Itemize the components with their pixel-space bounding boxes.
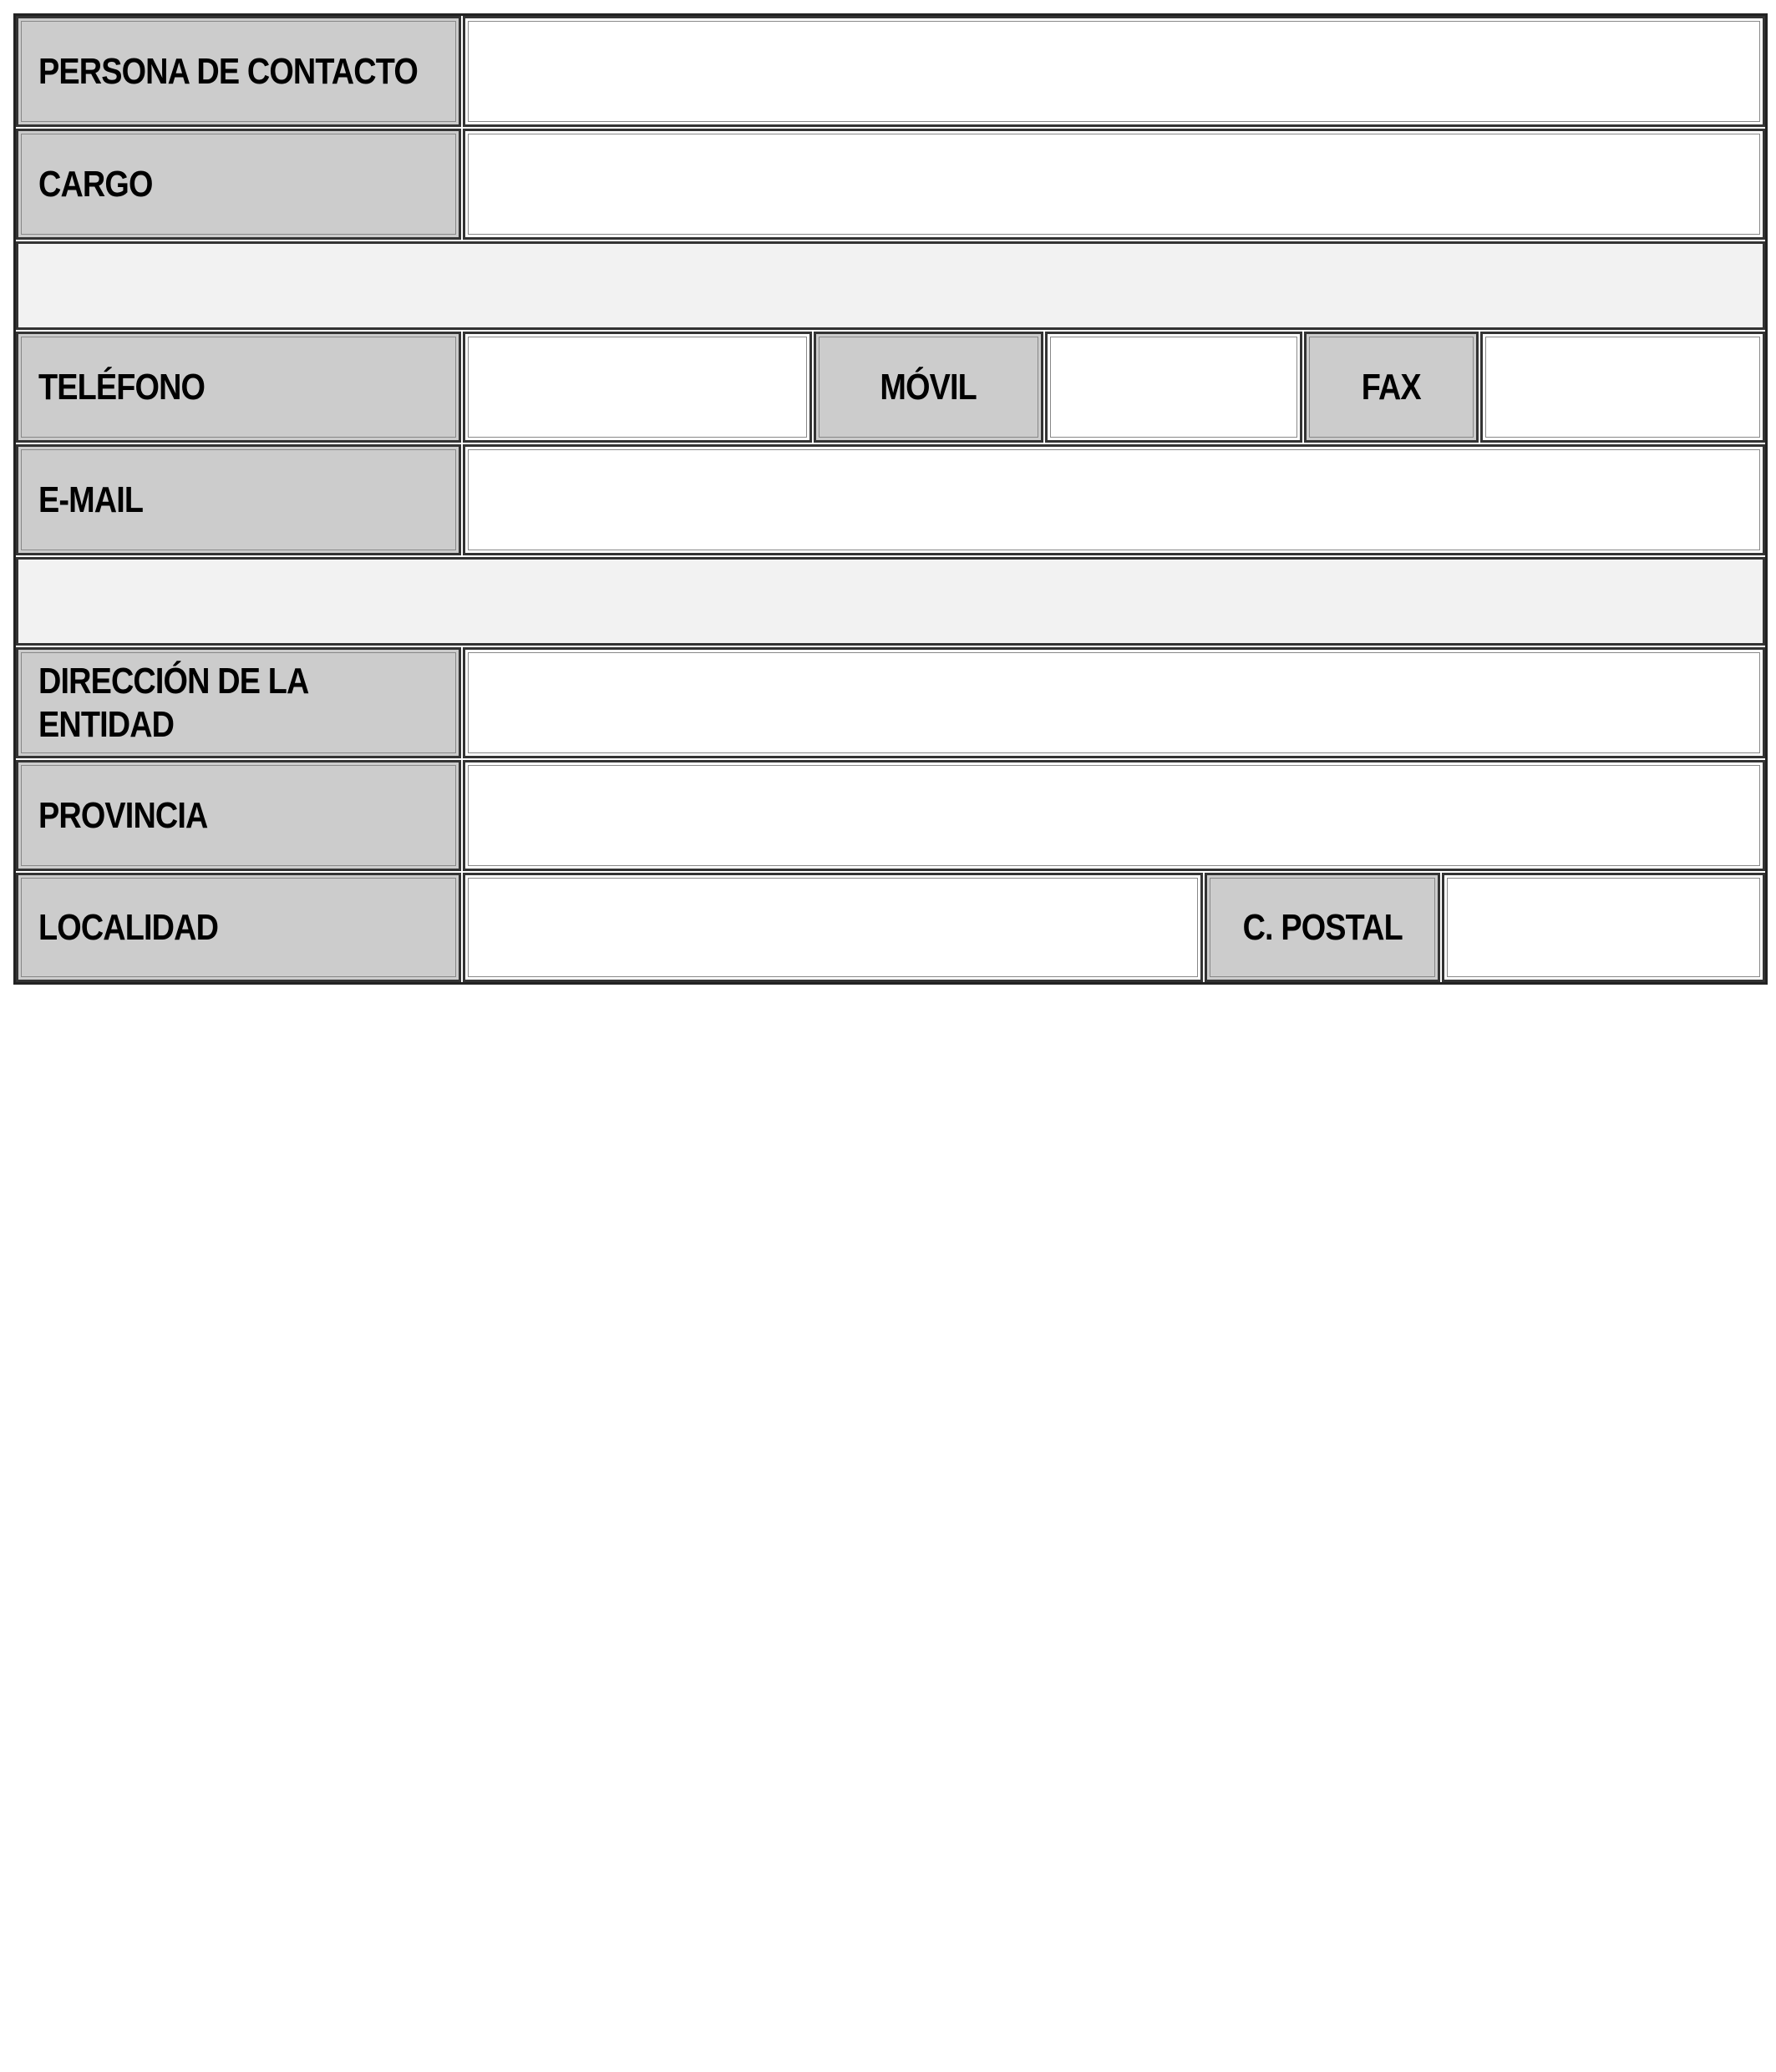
address-label-line1: DIRECCIÓN DE LA	[38, 660, 309, 702]
section-separator-2	[16, 557, 1765, 646]
email-label	[16, 444, 461, 555]
position-field[interactable]	[463, 129, 1765, 240]
province-field[interactable]	[463, 760, 1765, 871]
locality-field[interactable]	[463, 873, 1203, 982]
phone-label-text: TELÉFONO	[38, 366, 206, 408]
contact-form	[13, 13, 1768, 985]
fax-field[interactable]	[1480, 332, 1765, 443]
email-label-text: E-MAIL	[38, 479, 144, 520]
mobile-label	[814, 332, 1043, 443]
contact-person-label	[16, 16, 461, 127]
province-label-text: PROVINCIA	[38, 794, 208, 836]
address-label	[16, 647, 461, 758]
phone-label	[16, 332, 461, 443]
province-label	[16, 760, 461, 871]
locality-label	[16, 873, 461, 982]
address-label-text	[38, 660, 308, 747]
contact-person-label-text: PERSONA DE CONTACTO	[38, 50, 418, 92]
postal-code-label	[1205, 873, 1440, 982]
address-field[interactable]	[463, 647, 1765, 758]
section-separator-1	[16, 241, 1765, 330]
postal-code-label-text: C. POSTAL	[1242, 906, 1403, 948]
position-label	[16, 129, 461, 240]
email-field[interactable]	[463, 444, 1765, 555]
contact-person-field[interactable]	[463, 16, 1765, 127]
address-label-line2: ENTIDAD	[38, 703, 175, 745]
fax-label	[1304, 332, 1479, 443]
mobile-label-text: MÓVIL	[880, 366, 977, 408]
fax-label-text: FAX	[1361, 366, 1422, 408]
position-label-text: CARGO	[38, 163, 153, 205]
postal-code-field[interactable]	[1442, 873, 1765, 982]
locality-label-text: LOCALIDAD	[38, 906, 219, 948]
mobile-field[interactable]	[1045, 332, 1302, 443]
phone-field[interactable]	[463, 332, 812, 443]
